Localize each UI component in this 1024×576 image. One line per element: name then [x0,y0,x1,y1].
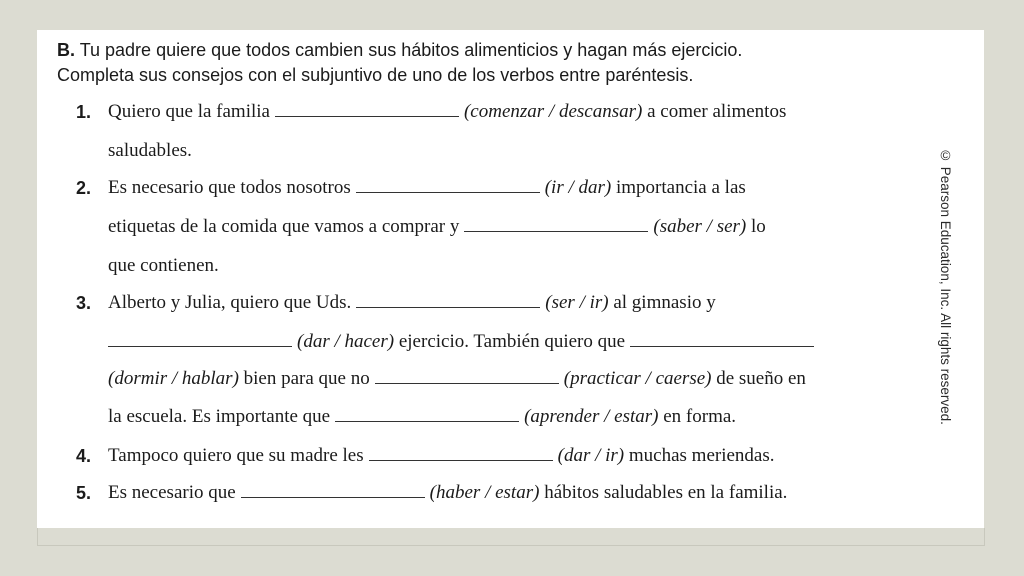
answer-blank-4[interactable] [369,459,553,461]
verb-hint: (dar / hacer) [297,331,395,352]
item-text: Alberto y Julia, quiero que Uds. [108,292,352,313]
instructions-line-1: Tu padre quiere que todos cambien sus hábitos alimenticios y hagan más ejercicio. [79,40,743,60]
item-3-line-1 [108,288,716,318]
verb-hint: (practicar / caerse) [563,368,712,389]
answer-blank-3e[interactable] [335,420,519,422]
answer-blank-2b[interactable] [464,230,648,232]
item-text: ejercicio. También quiero que [398,331,626,352]
item-4-line-1 [108,441,775,471]
item-text: que contienen. [108,255,219,276]
slide-frame-bottom [37,545,985,546]
item-text: al gimnasio y [613,292,716,313]
item-text: saludables. [108,140,192,161]
answer-blank-3b[interactable] [108,345,292,347]
item-text: en forma. [663,406,737,427]
verb-hint: (comenzar / descansar) [463,101,643,122]
item-2-line-1 [108,173,746,203]
item-text: etiquetas de la comida que vamos a comprar y [108,216,460,237]
item-5-line-1 [108,478,787,508]
verb-hint: (dormir / hablar) [108,368,239,389]
item-number-5: 5. [76,483,92,503]
slide-frame-right [984,528,985,546]
item-number-2: 2. [76,178,92,198]
instructions-line-2: Completa sus consejos con el subjuntivo de uno de los verbos entre paréntesis. [57,65,694,85]
verb-hint: (saber / ser) [653,216,747,237]
answer-blank-3a[interactable] [356,306,540,308]
item-text: a comer alimentos [647,101,787,122]
verb-hint: (ir / dar) [544,177,612,198]
verb-hint: (ser / ir) [545,292,609,313]
item-text: de sueño en [716,368,806,389]
item-2-line-2 [108,212,766,242]
item-number-3: 3. [76,293,92,313]
item-text: bien para que no [243,368,370,389]
copyright-notice: © Pearson Education, Inc. All rights reserved. [938,148,953,425]
answer-blank-2a[interactable] [356,191,540,193]
verb-hint: (haber / estar) [429,482,540,503]
item-3-line-2 [108,327,819,357]
item-number-1: 1. [76,102,92,122]
item-text: muchas meriendas. [628,445,775,466]
item-text: lo [751,216,766,237]
section-letter: B. [57,40,75,60]
item-text: Es necesario que [108,482,236,503]
item-3-line-4 [108,402,736,432]
item-text: Quiero que la familia [108,101,270,122]
item-3-line-3 [108,364,806,394]
item-text: hábitos saludables en la familia. [544,482,788,503]
item-2-line-3 [108,251,219,281]
verb-hint: (aprender / estar) [524,406,659,427]
item-1-line-2 [108,136,192,166]
slide-frame-left [37,528,38,546]
answer-blank-3d[interactable] [375,382,559,384]
answer-blank-1[interactable] [275,115,459,117]
item-number-4: 4. [76,446,92,466]
item-text: Es necesario que todos nosotros [108,177,351,198]
verb-hint: (dar / ir) [557,445,625,466]
answer-blank-3c[interactable] [630,345,814,347]
item-text: la escuela. Es importante que [108,406,331,427]
exercise-instructions [57,38,887,88]
item-text: Tampoco quiero que su madre les [108,445,364,466]
item-text: importancia a las [615,177,746,198]
answer-blank-5[interactable] [241,496,425,498]
item-1-line-1 [108,97,786,127]
